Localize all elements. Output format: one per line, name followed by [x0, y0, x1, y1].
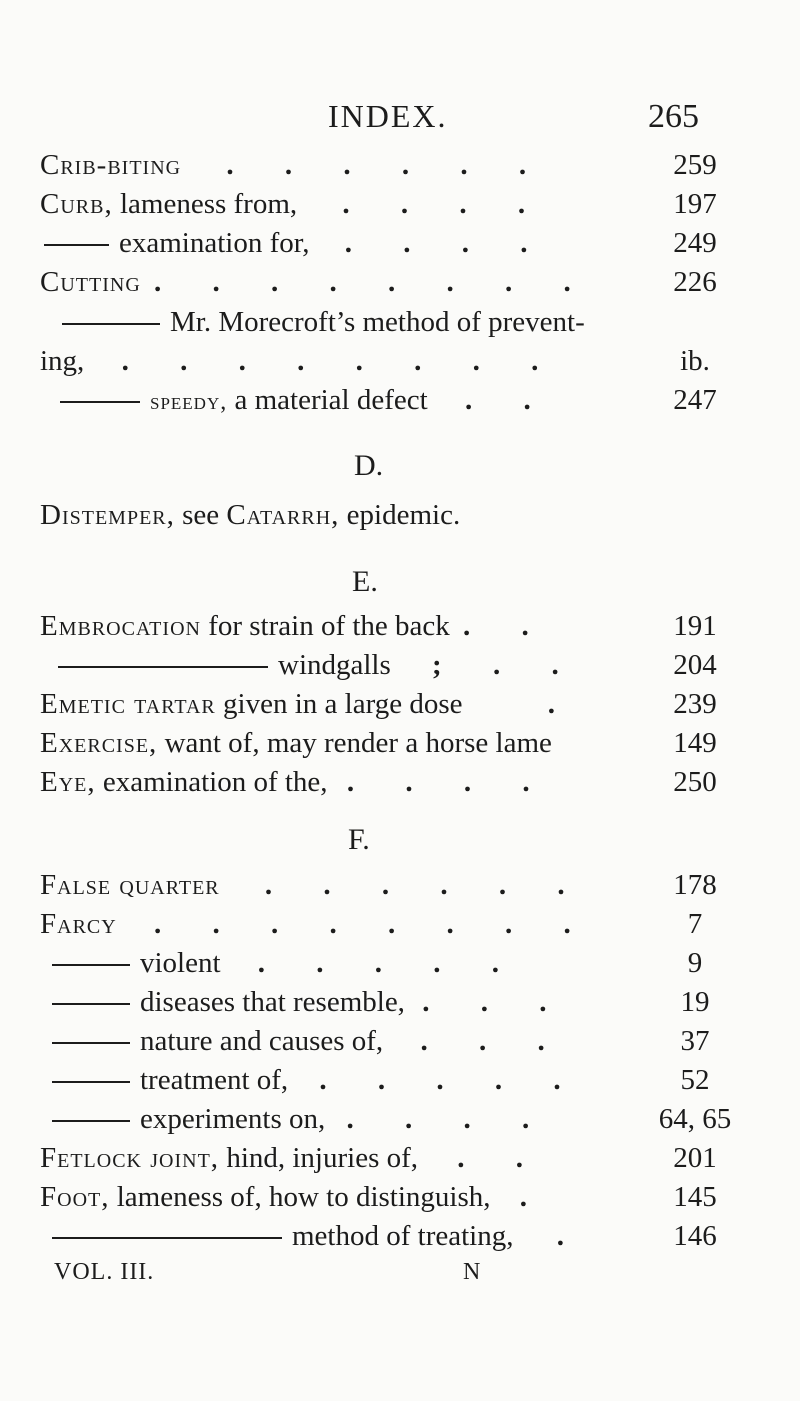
page-reference: 197: [673, 188, 717, 220]
ditto-rule: [58, 666, 268, 668]
dot-leaders: . . . .: [342, 188, 548, 220]
dot-leaders: .: [519, 1181, 549, 1213]
entry-text: Mr. Morecroft’s method of prevent-: [170, 306, 585, 338]
page-reference: 149: [673, 727, 717, 759]
index-term: speedy,: [150, 389, 228, 415]
index-term: Foot,: [40, 1181, 110, 1213]
signature-mark: N: [463, 1259, 481, 1285]
page-reference: 239: [673, 688, 717, 720]
ditto-rule: [52, 1042, 130, 1044]
entry-text: method of treating,: [292, 1220, 514, 1252]
index-term: Farcy: [40, 908, 117, 940]
dot-leaders: .: [556, 1220, 586, 1252]
dot-leaders: . . . . . . . .: [153, 908, 593, 940]
entry-text: want of, may render a horse lame: [157, 727, 552, 759]
section-heading-f: F.: [348, 823, 370, 856]
volume-label: VOL. III.: [54, 1259, 155, 1285]
page-reference: 52: [680, 1064, 710, 1096]
index-term: Distemper,: [40, 499, 175, 531]
entry-text: treatment of,: [140, 1064, 289, 1096]
index-entry: [40, 262, 740, 302]
index-term: Embrocation: [40, 610, 201, 642]
ditto-rule: [52, 964, 130, 966]
index-entry: [40, 684, 740, 724]
page-reference: 37: [680, 1025, 710, 1057]
dot-leaders: . .: [464, 384, 553, 416]
index-term: Fetlock joint,: [40, 1142, 220, 1174]
index-entry: [40, 223, 740, 263]
index-entry: [40, 1099, 740, 1139]
dot-leaders: . . . .: [346, 1103, 552, 1135]
dot-leaders: . . .: [420, 1025, 567, 1057]
index-entry: [40, 184, 740, 224]
index-entry: [40, 723, 740, 763]
page-reference: ib.: [680, 345, 710, 377]
index-entry: [40, 982, 740, 1022]
dot-leaders: . . . . . .: [264, 869, 587, 901]
dot-leaders: . . . . .: [257, 947, 522, 979]
dot-leaders: . . . . . . . .: [154, 266, 593, 298]
entry-text: nature and causes of,: [140, 1025, 384, 1057]
page-reference: 249: [673, 227, 717, 259]
page-reference: 250: [673, 766, 717, 798]
page-reference: 204: [673, 649, 717, 681]
entry-text: a material defect: [227, 384, 428, 416]
section-heading-d: D.: [354, 449, 384, 482]
index-term: Curb,: [40, 188, 113, 220]
page-reference: 19: [680, 986, 710, 1018]
dot-leaders: . . . . . .: [226, 149, 549, 181]
index-entry: [40, 145, 740, 185]
page-number: 265: [648, 98, 699, 135]
entry-text: violent: [140, 947, 221, 979]
index-entry: [40, 380, 740, 420]
index-entry: [40, 1138, 740, 1178]
index-entry: [40, 1177, 740, 1217]
dot-leaders: . . . . .: [319, 1064, 583, 1096]
ditto-rule: [62, 323, 160, 325]
entry-text: given in a large dose: [215, 688, 463, 720]
page-reference: 247: [673, 384, 717, 416]
entry-text: experiments on,: [140, 1103, 326, 1135]
page-reference: 259: [673, 149, 717, 181]
ditto-rule: [60, 401, 140, 403]
dot-leaders: . .: [463, 610, 551, 642]
page-reference: 201: [673, 1142, 717, 1174]
index-term: Crib-biting: [40, 149, 182, 181]
entry-text: see: [174, 499, 227, 531]
page-reference: 191: [673, 610, 717, 642]
dot-leaders: . . . .: [344, 227, 550, 259]
page-reference: 178: [673, 869, 717, 901]
entry-text: diseases that resemble,: [140, 986, 405, 1018]
dot-leaders: . .: [457, 1142, 546, 1174]
section-heading-e: E.: [352, 565, 378, 598]
index-entry: [40, 1216, 740, 1256]
index-entry: [40, 865, 740, 905]
page-reference: 7: [687, 908, 703, 940]
entry-text: hind, injuries of,: [219, 1142, 419, 1174]
running-head-title: INDEX.: [328, 98, 448, 134]
entry-text: ing,: [40, 345, 85, 377]
entry-text: windgalls: [278, 649, 391, 681]
index-term: Eye,: [40, 766, 96, 798]
dot-leaders: ; . .: [432, 649, 581, 681]
index-entry: [40, 302, 740, 342]
index-term: Cutting: [40, 266, 141, 298]
index-entry: [40, 904, 740, 944]
running-head: [0, 98, 800, 138]
dot-leaders: . . . . . . . .: [121, 345, 561, 377]
index-entry: [40, 606, 740, 646]
page-footer: [40, 1256, 740, 1288]
page-reference: 64, 65: [658, 1103, 732, 1135]
index-entry: [40, 762, 740, 802]
dot-leaders: .: [547, 688, 577, 720]
page-reference: 9: [687, 947, 703, 979]
page-reference: 226: [673, 266, 717, 298]
index-term: False quarter: [40, 869, 220, 901]
index-term: Emetic tartar: [40, 688, 216, 720]
entry-text: examination of the,: [95, 766, 328, 798]
index-entry: [40, 341, 740, 381]
cross-reference: Catarrh,: [226, 499, 340, 531]
page-reference: 145: [673, 1181, 717, 1213]
entry-text: lameness of, how to distinguish,: [109, 1181, 491, 1213]
ditto-rule: [52, 1120, 130, 1122]
index-term: Exercise,: [40, 727, 158, 759]
ditto-rule: [44, 244, 109, 246]
dot-leaders: . . .: [422, 986, 569, 1018]
ditto-rule: [52, 1237, 282, 1239]
page-reference: 146: [673, 1220, 717, 1252]
entry-text: for strain of the back: [200, 610, 450, 642]
index-entry: [40, 645, 740, 685]
index-entry: [40, 943, 740, 983]
index-entry: [40, 495, 740, 535]
ditto-rule: [52, 1081, 130, 1083]
entry-text: epidemic.: [339, 499, 461, 531]
ditto-rule: [52, 1003, 130, 1005]
index-entry: [40, 1060, 740, 1100]
index-entry: [40, 1021, 740, 1061]
entry-text: examination for,: [119, 227, 310, 259]
dot-leaders: . . . .: [346, 766, 552, 798]
entry-text: lameness from,: [112, 188, 298, 220]
